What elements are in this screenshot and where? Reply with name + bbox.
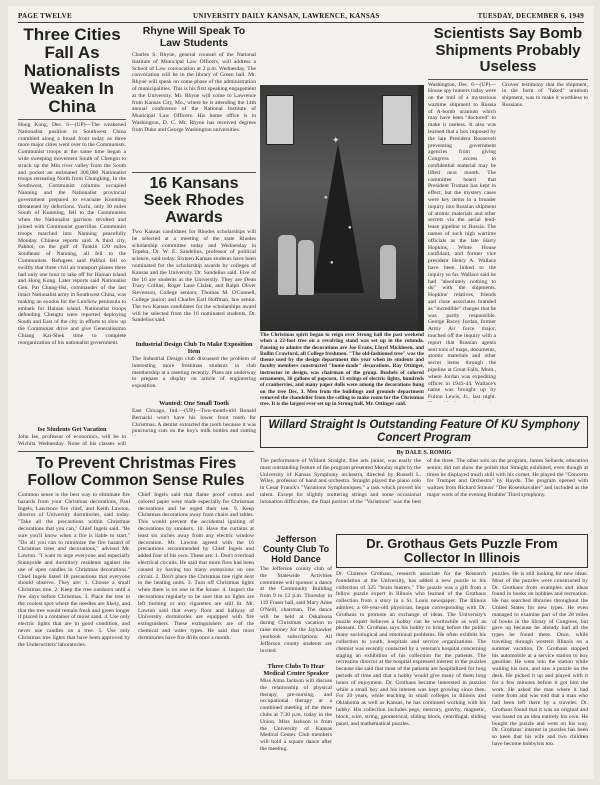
ise-body: John Ise, professor of economics, will be in Wichita Wednesday. None of his classes will bbox=[18, 434, 126, 446]
christmas-fires-article bbox=[18, 451, 254, 771]
rhodes-body: Two Kansas candidates for Rhodes scholarships will be selected at a meeting of the state Rhodes scholarship committee today and Wednesday in Topeka, Dr. W. E. Sandelius, professor of political science, said today. Sixteen Kansas students have been nominated for the scholarship awards by colleges of Kansas and the University. Dr. Sandelius said. Five of the 16 are students at the University. They are Dean Tracy Collins, Roger Lane Cislak, and Ralph Oliver Stevenson, College seniors; Thomas M. O'Connell, College junior; and Charles Earl Hoffman, law senior. The two Kansas candidates for the scholarships award will be selected from the 16 nominated students, Dr. Sandelius said. bbox=[132, 229, 256, 324]
page-number: PAGE TWELVE bbox=[18, 12, 72, 20]
issue-date: TUESDAY, DECEMBER 6, 1949 bbox=[477, 12, 584, 20]
christmas-fires-body-continued: Chief Ingels said that flame proof cotton and colored paper were made especially for Christmas decorations and he urged their use. 9. Keep Christmas decorations away from chairs and tables. This would prevent the accidental igniting of decorations by smokers. 10. Have the curtains at least six inches away from any electric window decoration. Mr. Lawton agreed with the 16 precautions recommended by Chief Ingels and added four of his own. These are: 1. Don't overload electrical circuits. He said that more fires had been caused by having too many extensions on one circuit. 2. Don't place the Christmas tree right next to the heating units. 3. Turn off Christmas lights when there is no one in the house. 4. Inspect the decorations regularly to be sure that no lights are left burning or any cigarettes are still lit. Mr. Lawton said that every floor and hallway of University dormitories are equipped with fire extinguishers. These extinguishers are of the chemical and water types. He said that most dormitories have fire drills once a month. bbox=[138, 492, 254, 641]
christmas-fires-body: Common sense is the best way to eliminate fire hazards from your Christmas decorations, Paul Ingels, Lawrence fire chief, and Keith Lawton, director of University dormitories, said today. "Take all the precautions within Christmas decorations that you can," Chief Ingels said. "Be sure you'll know when a fire is liable to start." "Do all you can to minimize the fire hazard of Christmas trees and decorations," advised Mr. Lawton. "I want to urge everyone and especially Sunnyside and dormitory residents against the use of open candles in Christmas decorations." Chief Ingels listed 18 precautions that everyone should observe. They are: 1. Choose a small Christmas tree. 2. Keep the tree outdoors until a few days before Christmas. 3. Place the tree in the coolest spot where the needles are likely, and that the tree would remain fresh and green longer if placed in a container of moist sand. 4. Use only electric lights that are in good condition, and never use candles on a tree. 5. Use only Christmas tree lights that have been approved by the Underwriters' laboratories. bbox=[18, 492, 130, 648]
photo-window-left bbox=[266, 95, 294, 145]
photo-ornament: ● bbox=[324, 195, 328, 201]
scientists-article bbox=[428, 26, 588, 416]
christmas-fires-headline: To Prevent Christmas Fires Follow Common Sense Rules bbox=[27, 455, 245, 489]
photo-caption-box bbox=[260, 332, 424, 412]
jefferson-headline: Jefferson County Club To Hold Dance bbox=[262, 534, 330, 564]
photo-edge bbox=[418, 85, 424, 331]
photo-ornament: ✦ bbox=[332, 135, 340, 145]
china-body: Hong Kong, Dec. 6—(UP)—The weakened Nationalist position in Southwest China crumbled along a broad front today as three more major cities went over to the Communists. Communist troops at the same time began a wide sweeping movement South of Chengtu to struck up the Min river valley from the South and pocket an estimated 300,000 Nationalist troops retreating North from Chungking. In the Southwest, Communist columns occupied Nanning and the Nationalist provincial government prepared to evacuate Kunming threatened by defections. Yuchi, only 30 miles South of Kunming, fell to the Communists when the Nationalist garrison revolted and joined with Communist guerrillas. Communist troops marched into Nanning peacefully Monday. Chinese reports said. A third city, Pakhoi, on the gulf of Tonkin 120 miles Southeast of Nanning, all fell to the Communists. Refugees said Pakhoi fell so swiftly that three civil air transport planes there had only one hour to take off for Hainan island and Hong Kong. Later reports said Nationalist Gen. Pai Chung-Hsi, commander of the last intact Nationalist army in Southwest China, was making an exodus for the Luichow peninsula to embark for Hainan island. Nationalist troops defending Chengtu were reported deploying South and East of the city in efforts to slow up the Communist drive and give Generalissimo Chiang Kai-Shek time to complete reorganization of his nationalist government. bbox=[18, 122, 126, 346]
photo-christmas-tree bbox=[312, 143, 364, 293]
scientists-headline: Scientists Say Bomb Shipments Probably Useless bbox=[433, 26, 583, 75]
photo-caption: The Christmas spirit began to reign over Strong hall the past weekend when a 22-foot tree on a revolving stand was set up in the rotunda. Pausing to admire the decorations are Joe Evans, Lloyd Micklesen, and Rollin Crawford, all College freshmen. "The old-fashioned tree" was the theme used by the design department this year when its students and faculty members constructed "home-made" decorations. Ray Ottinger, instructor in design, was chairman of the group. Bushels of colored ornaments, 36 gallons of popcorn, 13 strings of electric lights, hundreds of cranberries, and many paper dolls were among the decorations hung on the tree Dec. 3. Men from the buildings and grounds department removed the chandelier from the ceiling to make room for the Christmas tree. It is the largest ever set up in Strong hall, Mr. Ottinger said. bbox=[260, 332, 424, 408]
middle-column bbox=[132, 26, 256, 436]
jefferson-article bbox=[260, 534, 332, 774]
photo-ornament: ● bbox=[330, 260, 334, 266]
clubs-headline: Three Clubs To Hear Medical Center Speaker bbox=[263, 663, 329, 677]
industrial-body: The Industrial Design club discussed the problem of interesting more freshman students in club membership at a meeting recently. Plans are underway to prepare a display on article of engineering exposition. bbox=[132, 356, 256, 390]
ise-headline: Ise Students Get Vacation bbox=[37, 426, 107, 433]
newspaper-page bbox=[8, 6, 594, 779]
grothaus-headline: Dr. Grothaus Gets Puzzle From Collector In Illinois bbox=[336, 534, 588, 568]
photo-window-right bbox=[382, 95, 412, 145]
photo-student bbox=[380, 245, 396, 299]
scientists-body: Washington, Dec. 6—(UP)—House spy hunters today were on the trail of a mysterious wartime shipment to Russia of A-bomb uranium which may have been "doctored" to make it useless. It also was learned that a box imposed by the late President Roosevelt preventing government agencies from giving Congress access to confidential material may be lifted next month. The committee heard that President Truman has kept in effect, but the mystery cases were key items in a broader inquiry into Russian shipment of atomic materials and other secrets via the aerial lend-lease pipeline to Russia. The names of such high wartime officials as the late Harry Hopkins, White House confidant, and former vice president Henry A. Wallace have been linked to the inquiry so far. Wallace said he had "absolutely nothing to do" with the shipments. Hopkins' relatives, friends and close associates branded as "incredible" charges that he was partly responsible. George Racey Jordan, former Army Air force major, touched off the inquiry with a report that Russian agents sent tons of maps, documents, atomic materials and other secret items through the pipeline at Great Falls, Mont., where Jordan was expediting officer in 1943-44. Wallace's name was brought up by Fulton Lewis, Jr., last night. bbox=[428, 81, 496, 401]
rhyne-headline: Rhyne Will Speak To Law Students bbox=[142, 26, 246, 49]
china-headline: Three Cities Fall As Nationalists Weaken In China bbox=[23, 26, 121, 116]
christmas-tree-photo bbox=[260, 85, 418, 331]
willard-byline: By DALE S. ROMIG bbox=[396, 450, 452, 456]
photo-ornament: ● bbox=[348, 225, 352, 231]
china-article bbox=[18, 26, 126, 446]
grothaus-body-continued: puzzles. He is still looking for new ideas. Most of the puzzles were constructed by Dr. Grothaus from examples and ideas found in books on hobbies and recreation. He has searched libraries throughout the United States for new types. He even managed to examine part of the 28 miles of books in the library of Congress, but gave up because he already had all the types he found there. Once, while traveling through western Illinois on a summer vacation, Dr. Grothaus stopped his automobile at a service station to buy gasoline. He went into the station while waiting his turn, and saw a puzzle on the desk. He picked it up and played with it for a few minutes before it got him the work. He asked the man where it had come from and was told that a man who had been left there by a traveler. Dr. Grothaus found that it was an original and was based on an idea entirely his own. He bought the puzzle and went on his way. Dr. Grothaus' interest in puzzles has been so keen that his wife and two children have become hobbyists too. bbox=[492, 571, 588, 747]
rhyne-body: Charles S. Rhyne, general counsel of the National Institute of Municipal Law Officers, will address a School of Law convocation at 2 p.m. Wednesday. The convocation will be in the library of Green hall. Mr. Rhyne will speak on some phase of the administration of municipalities. This is his first speaking engagement at the University. Mr. Rhyne will come to Lawrence from Kansas City, Mo., where he is attending the 14th annual conference of the National Institute of Municipal Law Officers. His home office is in Washington, D. C. Mr. Rhyne has received degrees from Duke and George Washington universities. bbox=[132, 52, 256, 133]
industrial-headline: Industrial Design Club To Make Exposition Item bbox=[135, 341, 253, 355]
scientists-body-continued: Groves' testimony that the shipment, in the form of "faked" uranium shipment, was to make it worthless to Russians. bbox=[502, 81, 588, 108]
masthead bbox=[18, 10, 584, 23]
photo-student bbox=[278, 235, 296, 295]
photo-student bbox=[298, 240, 314, 295]
grothaus-body: Dr. Clarence Grothaus, research associate for the Research foundation at the University, has added a new puzzle to his collection of 325 "brain busters." The puzzle was a gift from a fellow puzzle expert in Illinois who learned of the Grothaus collection from a story in a St. Louis newspaper. The Illinois admirer, a 68-year-old physician, began corresponding with Dr. Grothaus to promote an exchange of ideas. The University's puzzle expert believes a hobby can be worthwhile as well as pleasant. Dr. Grothaus says his hobby to bring before the public many sociological and emotional problems. He often exhibits his collection to youth, hospitals and service organizations. The chemist was recently contacted by a veteran's hospital concerning staging an exhibition of his collection for the patients. The recreation director at the hospital expressed interest in the puzzles because she said that most of the patients are hospitalized for long periods of time and that a hobby would give many of them long hours of enjoyment. Dr. Grothaus became interested in puzzles while a small boy and his interest was kept growing since then. For 20 years, while teaching in small colleges in Illinois and Oklahoma as well as Kansas, he has continued working with his hobby. His collection includes pegs, mercury, gravity, magnetic, block, wire, string, geometrical, sliding block, centrifugal, sliding panel, and mathematical puzzles. bbox=[336, 571, 486, 727]
willard-headline: Willard Straight Is Outstanding Feature Of KU Symphony Concert Program bbox=[260, 416, 588, 448]
paper-name: UNIVERSITY DAILY KANSAN, LAWRENCE, KANSAS bbox=[193, 12, 380, 20]
clubs-body: Miss Alma Jackson will discuss the relationship of physical therapy, pre-nursing, and occupational therapy at a combined meeting of the three clubs at 7:30 p.m. today in the Union. Miss Jackson is from the University of Kansas Medical Center. Club members will hold a square dance after the meeting. bbox=[260, 678, 332, 752]
jefferson-body: The Jefferson county club of the Statewide Activities committee will sponsor a dance at the Community Building from 9 to 12 p.m. Thursday in 119 Fraser hall, said Mary Anne O'Neill, chairman. The dance will be held at Oskaloosa during Christmas vacation to raise money for the Jayhawker yearbook subscriptions. All Jefferson county students are invited. bbox=[260, 566, 332, 654]
willard-article bbox=[260, 416, 588, 532]
tooth-headline: Wanted: One Small Tooth bbox=[159, 400, 229, 407]
grothaus-article bbox=[336, 534, 588, 774]
tooth-body: East Chicago, Ind.—(UP)—Two-month-old Ronald Bernacki won't have his lower front tooth for Christmas. A dentist extracted the tooth because it was puncturing cuts on the boy's milk bottles and cutting bbox=[132, 408, 256, 435]
rhodes-headline: 16 Kansans Seek Rhodes Awards bbox=[143, 175, 245, 226]
willard-body: The performance of Willard Straight, fine arts junior, was easily the most outstanding feature of the program presented Monday night by the University of Kansas Symphony orchestra, directed by Russell L. Wiley, professor of band and orchestra. Straight played the piano solo in Cesar Franck's "Variations Symphoniques," a task which proved his talent. Except for slightly stuttering strings and some occasional intonation difficulties, the final portion of the "Variations" was the best of the three. The other solo on the program, James Sellards, education senior, did not show the polish that Straight exhibited, even though at times he displayed much skill with his cornet. He played the "Concerto for Trumpet and Orchestra" by Haydn. The program opened with waltzes from Richard Strauss' "Der Rosenkavalier" and included as the major work of the evening Brahms' Third symphony. bbox=[260, 458, 588, 505]
